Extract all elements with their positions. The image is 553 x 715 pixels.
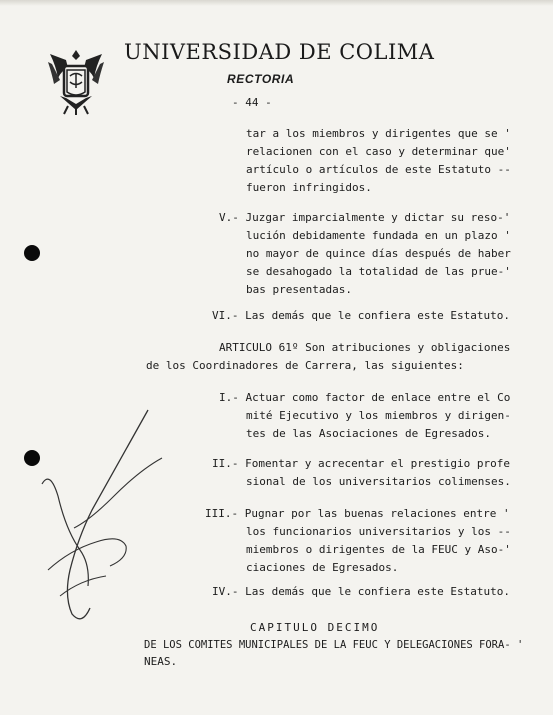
text-line: II.- Fomentar y acrecentar el prestigio profe: [212, 457, 511, 470]
scan-edge: [0, 0, 553, 6]
punch-hole: [24, 245, 40, 261]
page-number: - 44 -: [232, 96, 272, 109]
text-line: lución debidamente fundada en un plazo ': [246, 229, 511, 242]
text-line: artículo o artículos de este Estatuto --: [246, 163, 511, 176]
office-name: RECTORIA: [227, 72, 295, 86]
institution-title: UNIVERSIDAD DE COLIMA: [124, 40, 435, 64]
chapter-heading: CAPITULO DECIMO: [250, 621, 380, 634]
text-line: sional de los universitarios colimenses.: [246, 475, 511, 488]
text-line: no mayor de quince días después de haber: [246, 247, 511, 260]
handwritten-signature: [30, 400, 170, 630]
text-line: relacionen con el caso y determinar que': [246, 145, 511, 158]
text-line: III.- Pugnar por las buenas relaciones entre ': [205, 507, 510, 520]
text-line: tar a los miembros y dirigentes que se ': [246, 127, 511, 140]
chapter-subtitle: DE LOS COMITES MUNICIPALES DE LA FEUC Y DELEGACIONES FORA- ': [144, 639, 524, 651]
text-line: se desahogado la totalidad de las prue-': [246, 265, 511, 278]
text-line: IV.- Las demás que le confiera este Estatuto.: [212, 585, 511, 598]
text-line: de los Coordinadores de Carrera, las siguientes:: [146, 359, 464, 372]
university-crest-icon: [46, 44, 106, 116]
chapter-subtitle: NEAS.: [144, 655, 178, 668]
text-line: I.- Actuar como factor de enlace entre el Co: [219, 391, 511, 404]
text-line: V.- Juzgar imparcialmente y dictar su reso-': [219, 211, 511, 224]
text-line: VI.- Las demás que le confiera este Estatuto.: [212, 309, 511, 322]
text-line: bas presentadas.: [246, 283, 352, 296]
text-line: ciaciones de Egresados.: [246, 561, 399, 574]
text-line: fueron infringidos.: [246, 181, 372, 194]
text-line: miembros o dirigentes de la FEUC y Aso-': [246, 543, 511, 556]
text-line: tes de las Asociaciones de Egresados.: [246, 427, 492, 440]
text-line: los funcionarios universitarios y los --: [246, 525, 511, 538]
article-heading: ARTICULO 61º Son atribuciones y obligaciones: [219, 341, 511, 354]
text-line: mité Ejecutivo y los miembros y dirigen-: [246, 409, 511, 422]
